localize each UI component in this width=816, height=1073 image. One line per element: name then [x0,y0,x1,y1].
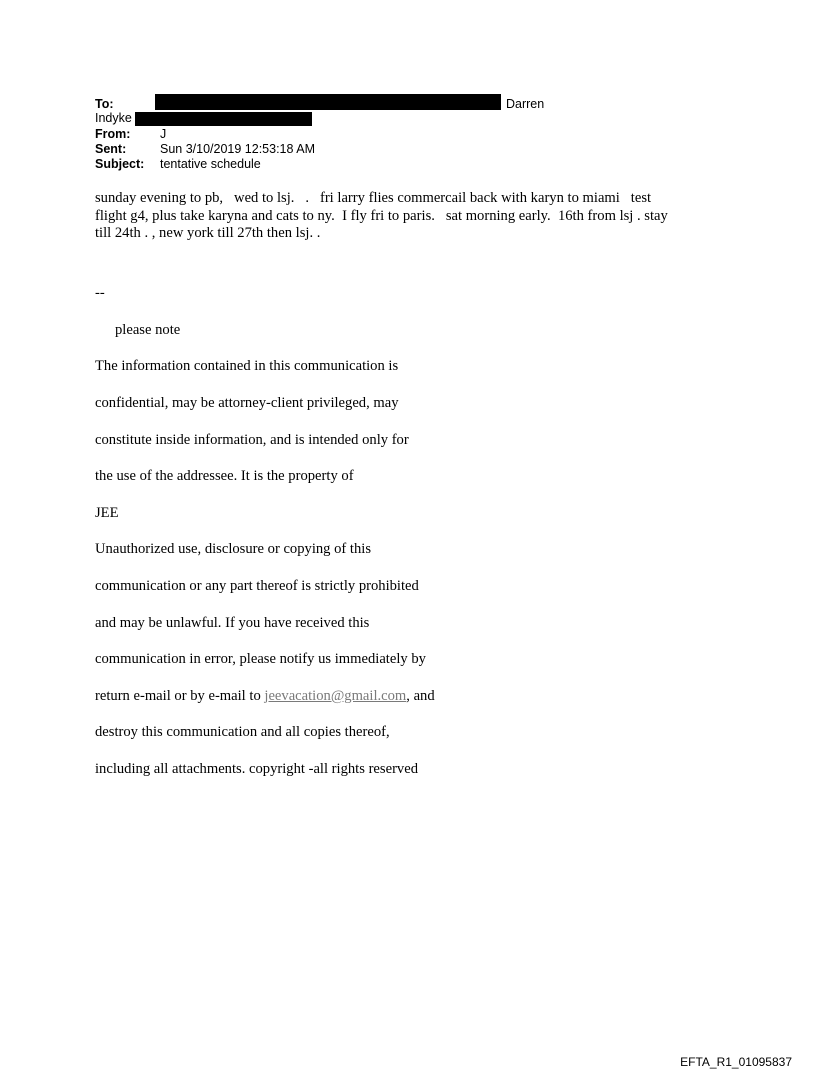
disclaimer-line: JEE [95,504,119,521]
redaction-bar-to-email [135,112,312,126]
disclaimer-line: including all attachments. copyright -all rights reserved [95,761,418,778]
from-value: J [160,127,167,141]
email-link[interactable]: jeevacation@gmail.com [264,687,407,704]
disclaimer-line: and may be unlawful. If you have received this [95,614,370,631]
disclaimer-return-line [95,687,515,705]
disclaimer-line: constitute inside information, and is intended only for [95,431,409,448]
document-id: EFTA_R1_01095837 [680,1055,792,1069]
to-label: To: [95,97,114,111]
disclaimer-block [95,266,515,797]
please-note-text: please note [115,321,181,338]
disclaimer-line: Unauthorized use, disclosure or copying of this [95,541,372,558]
disclaimer-line: communication or any part thereof is strictly prohibited [95,578,419,595]
signature-separator: -- [95,285,105,302]
disclaimer-line: The information contained in this communication is [95,358,399,375]
disclaimer-line: confidential, may be attorney-client privileged, may [95,395,399,412]
subject-label: Subject: [95,157,145,171]
to-name-cont: Indyke [95,111,132,125]
message-body: sunday evening to pb, wed to lsj. . fri larry flies commercail back with karyn to miami test flight g4, plus take karyna and cats to ny. I fly fri to paris. sat morning early. 16th from lsj . stay till 24th . , new york till 27th then lsj. . [95,190,668,241]
disclaimer-line: the use of the addressee. It is the property of [95,468,354,485]
sent-label: Sent: [95,142,127,156]
from-label: From: [95,127,131,141]
return-suffix-text: , and [406,687,435,704]
disclaimer-line: destroy this communication and all copies thereof, [95,724,390,741]
subject-value: tentative schedule [160,157,261,171]
disclaimer-line: communication in error, please notify us immediately by [95,651,426,668]
to-name-tail: Darren [506,97,545,111]
redaction-bar-to [155,94,501,110]
return-prefix-text: return e-mail or by e-mail to [95,687,265,704]
sent-value: Sun 3/10/2019 12:53:18 AM [160,142,315,156]
